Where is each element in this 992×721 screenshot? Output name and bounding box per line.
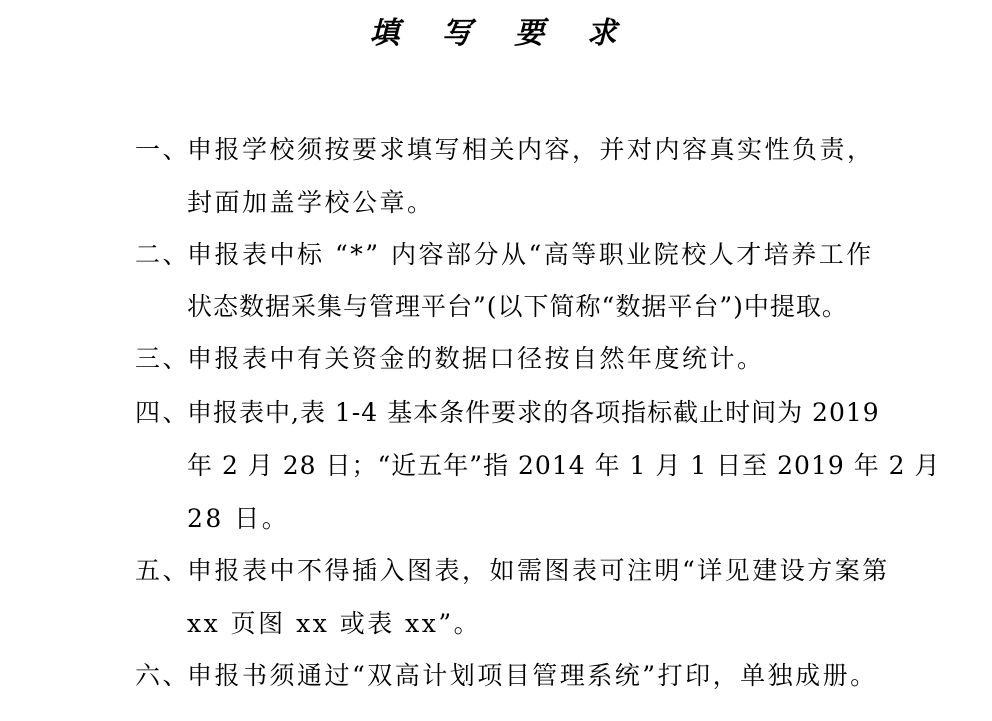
item-4-line-1: 申报表中,表 1-4 基本条件要求的各项指标截止时间为 2019 [187,398,880,427]
item-5-number: 五、 [135,556,191,585]
item-2-line-1: 申报表中标 “*” 内容部分从“高等职业院校人才培养工作 [187,240,874,269]
item-1-number: 一、 [135,135,191,164]
item-3-line-1: 申报表中有关资金的数据口径按自然年度统计。 [187,344,765,373]
item-4-number: 四、 [135,398,191,427]
item-4-line-2: 年 2 月 28 日；“近五年”指 2014 年 1 月 1 日至 2019 年 2 月 [187,451,941,480]
page-title: 填 写 要 求 [369,16,633,51]
item-1-line-1: 申报学校须按要求填写相关内容，并对内容真实性负责， [187,135,875,164]
item-2-line-2: 状态数据采集与管理平台”(以下简称“数据平台”)中提取。 [187,292,848,321]
item-2-number: 二、 [135,240,191,269]
item-3-number: 三、 [135,344,191,373]
item-6-number: 六、 [135,661,191,690]
item-6-line-1: 申报书须通过“双高计划项目管理系统”打印，单独成册。 [187,661,878,690]
item-4-line-3: 28 日。 [187,504,290,533]
item-5-line-1: 申报表中不得插入图表，如需图表可注明“详见建设方案第 [187,556,890,585]
item-5-line-2: xx 页图 xx 或表 xx”。 [187,609,482,638]
item-1-line-2: 封面加盖学校公章。 [187,188,435,217]
